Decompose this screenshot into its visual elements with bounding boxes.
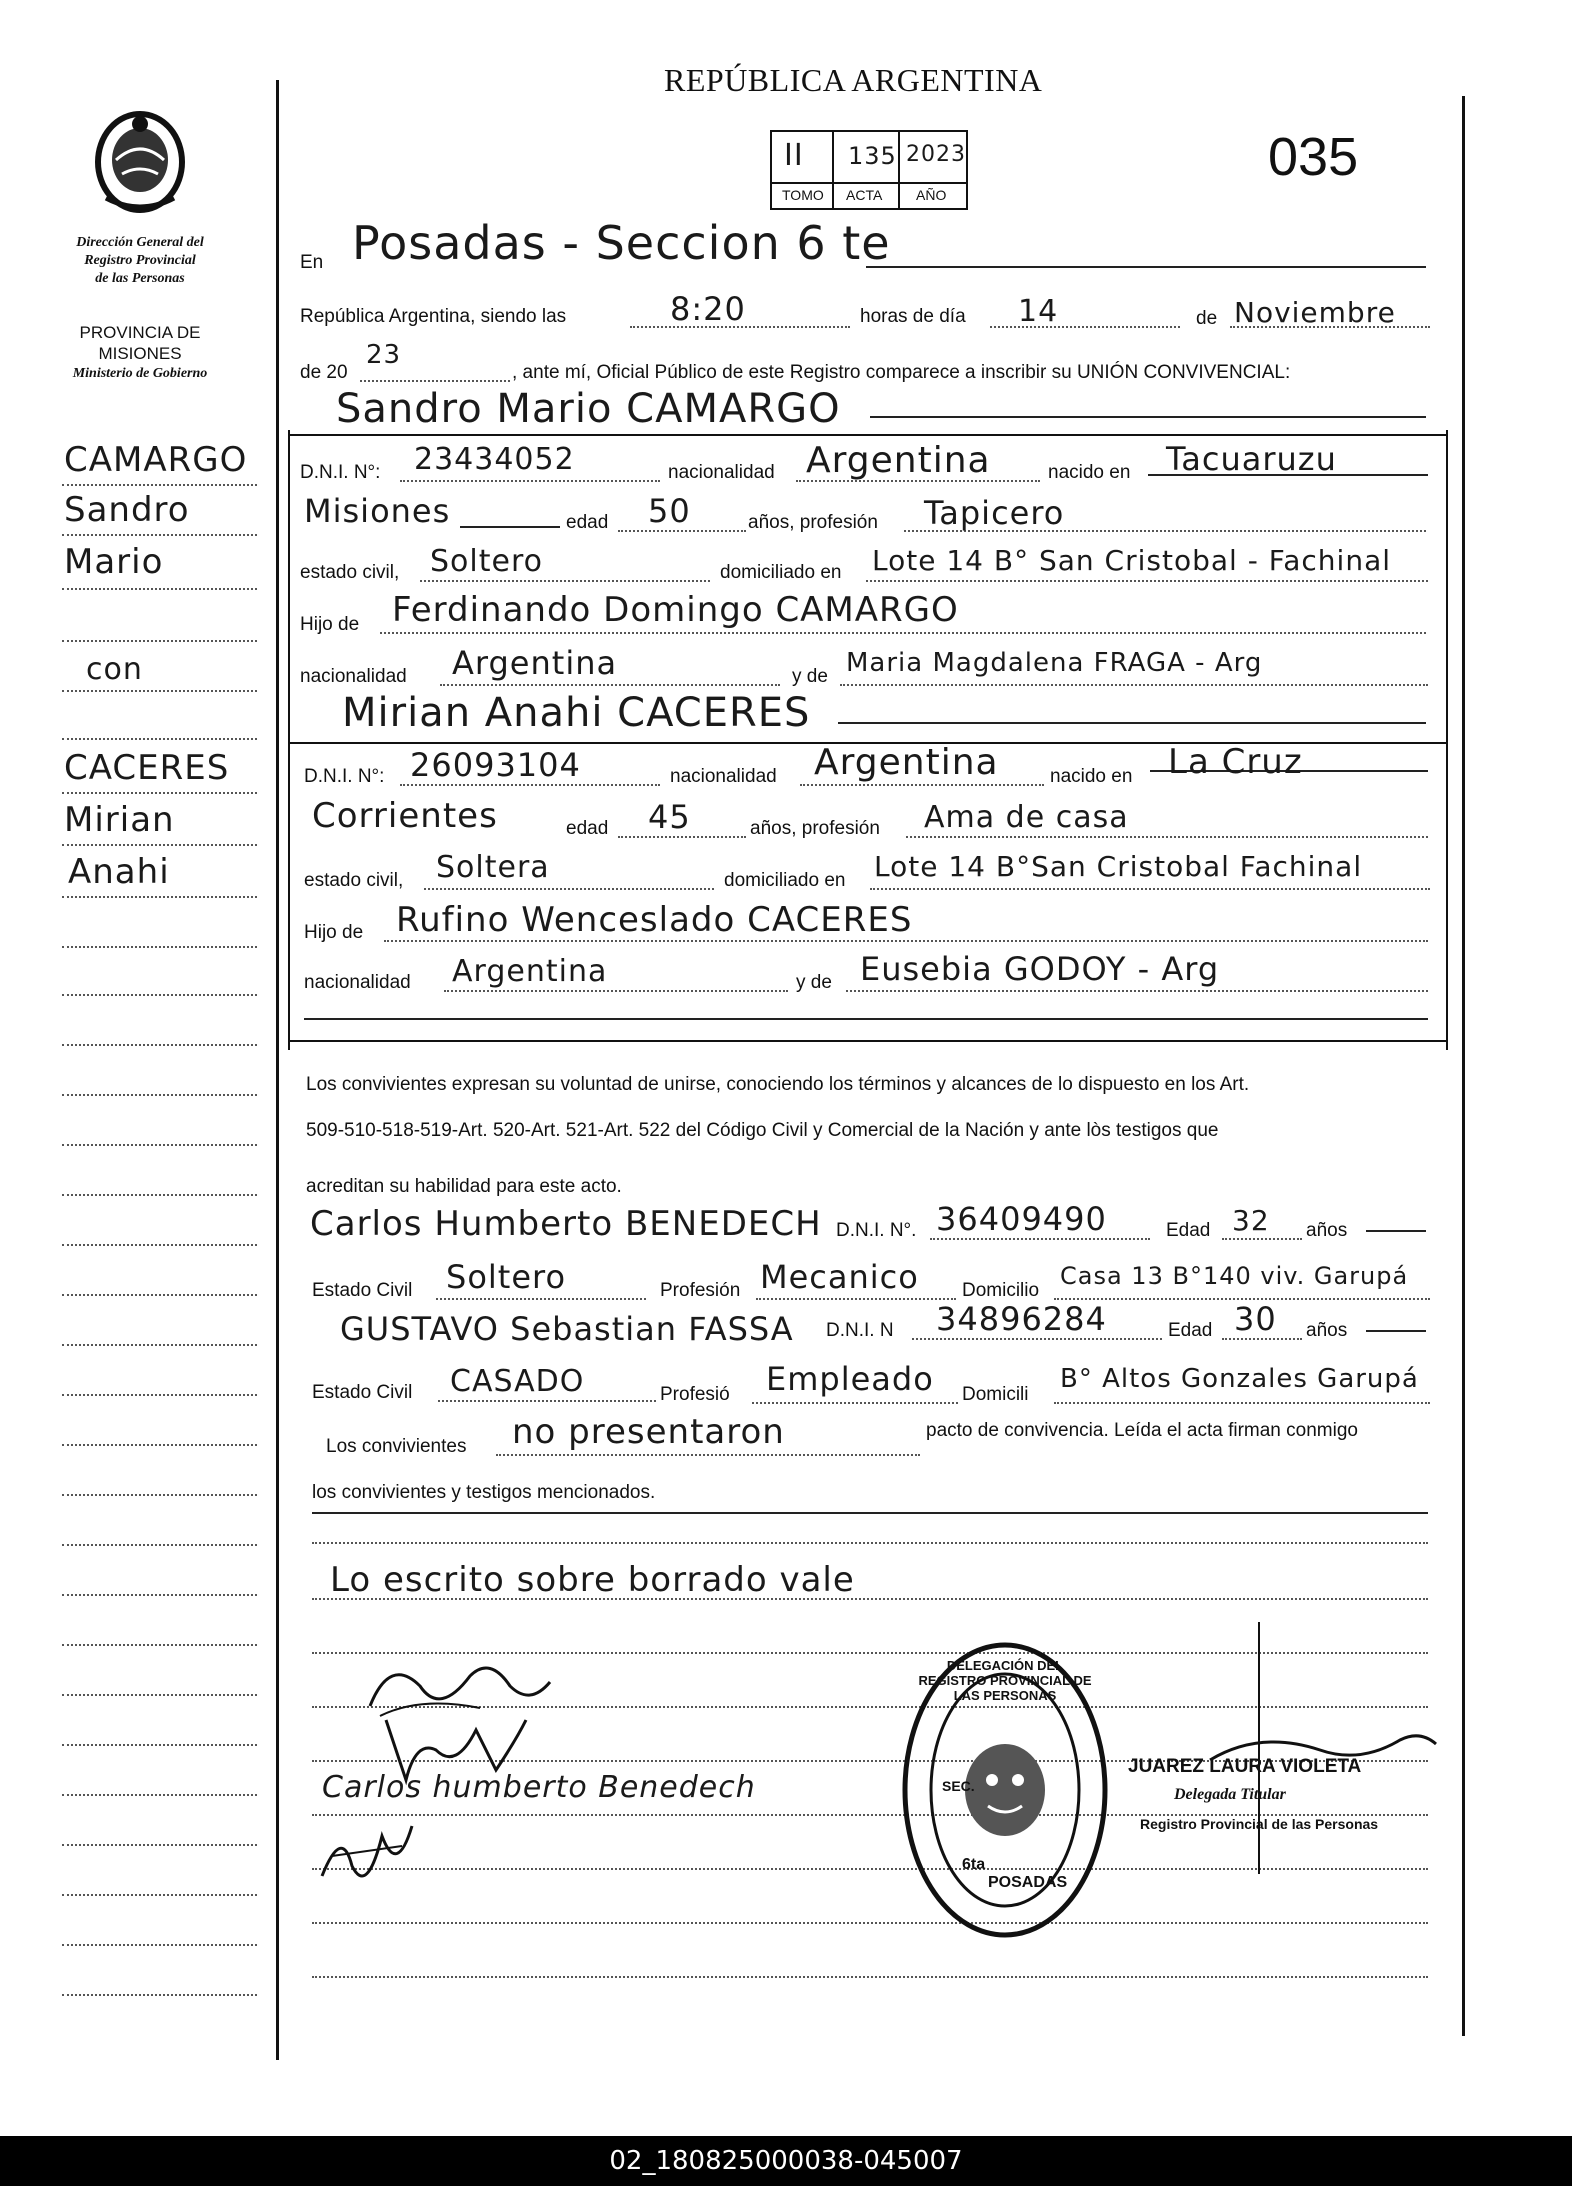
- witness2-domicilio-label: Domicili: [962, 1384, 1029, 1405]
- margin-rule: [62, 1844, 257, 1846]
- domicilio-field: Lote 14 B°San Cristobal Fachinal: [874, 850, 1363, 883]
- fill-line: [460, 526, 560, 528]
- edad-field: 45: [648, 798, 691, 836]
- margin-rule: [62, 588, 257, 590]
- margin-note: Sandro: [64, 490, 190, 530]
- fill-line: [400, 480, 660, 482]
- official-stamp: [900, 1640, 1110, 1940]
- lugar2-field: Misiones: [304, 492, 451, 530]
- fill-line: [870, 416, 1426, 418]
- margin-rule: [62, 1344, 257, 1346]
- fill-line: [870, 888, 1430, 890]
- fill-line: [436, 1298, 646, 1300]
- right-frame-line: [1462, 96, 1465, 2036]
- separator-3: [288, 1040, 1448, 1042]
- de-label: de: [1196, 308, 1218, 329]
- inner-left-line: [288, 430, 290, 1050]
- document-title: REPÚBLICA ARGENTINA: [664, 62, 1043, 98]
- pacto-field: no presentaron: [512, 1412, 785, 1452]
- fill-line: [846, 990, 1428, 992]
- lugar2-field: Corrientes: [312, 796, 498, 836]
- tomo-label: TOMO: [782, 187, 824, 203]
- dni-label: D.N.I. N°:: [300, 462, 381, 483]
- fill-line: [1366, 1230, 1426, 1232]
- fill-line: [384, 940, 1428, 942]
- witness2-domicilio: B° Altos Gonzales Garupá: [1060, 1364, 1419, 1394]
- clause-line-1: Los convivientes expresan su voluntad de unirse, conociendo los términos y alcances de lo dispuesto en los Art.: [306, 1074, 1250, 1095]
- yde-label: y de: [796, 972, 832, 993]
- witness-signature: Carlos humberto Benedech: [322, 1770, 756, 1805]
- margin-rule: [62, 1644, 257, 1646]
- dni-field: 23434052: [414, 442, 575, 477]
- margin-rule: [62, 792, 257, 794]
- horas-label: horas de día: [860, 306, 966, 327]
- padre-field: Rufino Wenceslado CACERES: [396, 900, 913, 940]
- place-field: Posadas - Seccion 6 te: [352, 216, 891, 270]
- nacionalidad2-label: nacionalidad: [300, 666, 407, 687]
- margin-rule: [62, 1594, 257, 1596]
- witness2-profesion-label: Profesió: [660, 1384, 730, 1405]
- margin-rule: [62, 994, 257, 996]
- fill-line: [312, 1922, 1428, 1924]
- province-name: PROVINCIA DE MISIONES: [79, 323, 201, 363]
- nacido-label: nacido en: [1050, 766, 1133, 787]
- fill-line: [1222, 1338, 1302, 1340]
- official-sign-stroke: [1258, 1622, 1260, 1874]
- agency-name: Dirección General del Registro Provincial de las Personas: [76, 235, 204, 286]
- clause-line-3: acreditan su habilidad para este acto.: [306, 1176, 622, 1197]
- nacido-field: La Cruz: [1168, 742, 1303, 782]
- witness2-estado-label: Estado Civil: [312, 1382, 413, 1403]
- margin-rule: [62, 1294, 257, 1296]
- madre-field: Maria Magdalena FRAGA - Arg: [846, 648, 1263, 678]
- fill-line: [866, 580, 1428, 582]
- ministry-name: Ministerio de Gobierno: [72, 366, 208, 381]
- tomo-acta-box: [770, 130, 968, 210]
- acta-value: 135: [848, 142, 897, 170]
- nacionalidad-field: Argentina: [806, 440, 991, 481]
- witness1-dni: 36409490: [936, 1200, 1107, 1238]
- margin-rule: [62, 1894, 257, 1896]
- acta-number: 035: [1268, 127, 1359, 187]
- day-field: 14: [1018, 294, 1059, 329]
- margin-rule: [62, 1394, 257, 1396]
- fill-line: [912, 1338, 1162, 1340]
- crest-logo: [86, 108, 194, 216]
- fill-line: [840, 684, 1428, 686]
- margin-rule: [62, 1744, 257, 1746]
- fill-line: [438, 1400, 656, 1402]
- stamp-sec: SEC.: [942, 1778, 975, 1794]
- nacionalidad2-label: nacionalidad: [304, 972, 411, 993]
- margin-rule: [62, 1544, 257, 1546]
- padre-field: Ferdinando Domingo CAMARGO: [392, 590, 959, 630]
- fill-line: [756, 1298, 956, 1300]
- margin-rule: [62, 1144, 257, 1146]
- fill-line: [400, 784, 660, 786]
- witness2-edad-label: Edad: [1168, 1320, 1213, 1341]
- margin-rule: [62, 1044, 257, 1046]
- anio-value: 2023: [906, 142, 966, 167]
- document-code: 02_180825000038-045007: [609, 2146, 963, 2176]
- official-office: Registro Provincial de las Personas: [1140, 1816, 1379, 1832]
- separator-1: [288, 434, 1448, 436]
- domicilio-label: domiciliado en: [720, 562, 842, 583]
- nacionalidad-label: nacionalidad: [670, 766, 777, 787]
- witness1-profesion: Mecanico: [760, 1258, 919, 1296]
- note-field: Lo escrito sobre borrado vale: [330, 1560, 855, 1600]
- witness2-dni: 34896284: [936, 1300, 1107, 1338]
- estado-field: Soltera: [436, 850, 550, 885]
- footer-bar: [0, 2136, 1572, 2186]
- edad-field: 50: [648, 492, 691, 530]
- fill-line: [838, 722, 1426, 724]
- witness1-edad: 32: [1232, 1204, 1270, 1237]
- estado-label: estado civil,: [304, 870, 404, 891]
- witness1-edad-label: Edad: [1166, 1220, 1211, 1241]
- nacionalidad-label: nacionalidad: [668, 462, 775, 483]
- padre-nacionalidad-field: Argentina: [452, 644, 618, 682]
- hour-field: 8:20: [670, 290, 746, 328]
- madre-field: Eusebia GODOY - Arg: [860, 950, 1220, 988]
- margin-rule: [62, 1194, 257, 1196]
- acta-label: ACTA: [846, 187, 883, 203]
- official-role: Delegada Titular: [1174, 1786, 1286, 1803]
- closing-b: pacto de convivencia. Leída el acta firman conmigo: [926, 1420, 1358, 1441]
- fill-line: [312, 1598, 1428, 1600]
- de20-label: de 20: [300, 362, 348, 383]
- fill-line: [1054, 1402, 1430, 1404]
- margin-rule: [62, 896, 257, 898]
- nacido-field: Tacuaruzu: [1166, 440, 1337, 478]
- margin-rule: [62, 1444, 257, 1446]
- fill-line: [312, 1542, 1428, 1544]
- fill-line: [618, 836, 746, 838]
- fill-line: [360, 380, 510, 382]
- margin-rule: [62, 844, 257, 846]
- witness1-domicilio-label: Domicilio: [962, 1280, 1040, 1301]
- fill-line: [866, 266, 1426, 268]
- witness2-edad: 30: [1234, 1300, 1277, 1338]
- profesion-field: Tapicero: [924, 494, 1065, 532]
- fill-line: [1222, 1238, 1302, 1240]
- month-field: Noviembre: [1234, 296, 1396, 329]
- stamp-num: 6ta: [962, 1856, 986, 1873]
- margin-note: CACERES: [64, 748, 230, 788]
- witness2-name: GUSTAVO Sebastian FASSA: [340, 1310, 794, 1348]
- margin-note: Mirian: [64, 800, 175, 840]
- margin-rule: [62, 484, 257, 486]
- clause-line-2: 509-510-518-519-Art. 520-Art. 521-Art. 522 del Código Civil y Comercial de la Nación y ante lòs testigos que: [306, 1120, 1219, 1141]
- dni-field: 26093104: [410, 746, 581, 784]
- witness1-estado-label: Estado Civil: [312, 1280, 413, 1301]
- fill-line: [440, 684, 780, 686]
- closing-c: los convivientes y testigos mencionados.: [312, 1482, 656, 1503]
- margin-note: con: [86, 652, 143, 687]
- margin-rule: [62, 690, 257, 692]
- stamp-posadas: POSADAS: [988, 1874, 1068, 1891]
- margin-note: CAMARGO: [64, 440, 248, 480]
- fill-line: [1366, 1330, 1426, 1332]
- margin-rule: [62, 1094, 257, 1096]
- closing-a: Los convivientes: [326, 1436, 467, 1457]
- margin-rule: [62, 1794, 257, 1796]
- edad-label: edad: [566, 512, 609, 533]
- official-signature: [1200, 1720, 1440, 1790]
- year-field: 23: [366, 340, 402, 370]
- yde-label: y de: [792, 666, 828, 687]
- tomo-value: II: [784, 138, 804, 173]
- margin-rule: [62, 1944, 257, 1946]
- fill-line: [930, 1238, 1150, 1240]
- comparece-text: , ante mí, Oficial Público de este Registro comparece a inscribir su UNIÓN CONVIVENCIAL:: [512, 362, 1291, 383]
- witness1-domicilio: Casa 13 B°140 viv. Garupá: [1060, 1262, 1409, 1290]
- anio-label: AÑO: [916, 187, 947, 203]
- fill-line: [800, 784, 1044, 786]
- inner-right-line: [1446, 430, 1448, 1050]
- witness1-profesion-label: Profesión: [660, 1280, 741, 1301]
- profesion-field: Ama de casa: [924, 800, 1129, 835]
- witness2-estado: CASADO: [450, 1364, 585, 1399]
- witness1-dni-label: D.N.I. N°.: [836, 1220, 917, 1241]
- fill-line: [420, 580, 710, 582]
- person1-name: Sandro Mario CAMARGO: [336, 386, 841, 432]
- estado-label: estado civil,: [300, 562, 400, 583]
- witness2-profesion: Empleado: [766, 1360, 934, 1398]
- fill-line: [906, 836, 1428, 838]
- margin-rule: [62, 534, 257, 536]
- witness2-anios: años: [1306, 1320, 1348, 1341]
- witness1-estado: Soltero: [446, 1258, 567, 1296]
- signature-4: [312, 1816, 422, 1896]
- person2-name: Mirian Anahi CACERES: [342, 690, 811, 736]
- margin-rule: [62, 738, 257, 740]
- witness1-name: Carlos Humberto BENEDECH: [310, 1204, 822, 1244]
- fill-line: [424, 888, 714, 890]
- domicilio-field: Lote 14 B° San Cristobal - Fachinal: [872, 544, 1392, 577]
- dni-label: D.N.I. N°:: [304, 766, 385, 787]
- hijo-label: Hijo de: [304, 922, 364, 943]
- en-label: En: [300, 252, 324, 273]
- fill-line: [312, 1976, 1428, 1978]
- margin-note: Mario: [64, 542, 164, 582]
- margin-rule: [62, 946, 257, 948]
- anios-profesion-label: años, profesión: [750, 818, 880, 839]
- fill-line: [444, 990, 788, 992]
- estado-field: Soltero: [430, 544, 543, 579]
- fill-line: [304, 1018, 1428, 1020]
- margin-rule: [62, 1994, 257, 1996]
- nacionalidad-field: Argentina: [814, 742, 999, 783]
- anios-profesion-label: años, profesión: [748, 512, 878, 533]
- witness2-dni-label: D.N.I. N: [826, 1320, 894, 1341]
- witness1-anios: años: [1306, 1220, 1348, 1241]
- fill-line: [312, 1512, 1428, 1514]
- margin-rule: [62, 640, 257, 642]
- margin-note: Anahi: [68, 852, 170, 892]
- edad-label: edad: [566, 818, 609, 839]
- siendo-label: República Argentina, siendo las: [300, 306, 567, 327]
- fill-line: [312, 1868, 1428, 1870]
- domicilio-label: domiciliado en: [724, 870, 846, 891]
- fill-line: [380, 632, 1426, 634]
- fill-line: [618, 530, 746, 532]
- padre-nacionalidad-field: Argentina: [452, 954, 608, 989]
- fill-line: [496, 1454, 920, 1456]
- margin-rule: [62, 1244, 257, 1246]
- fill-line: [752, 1402, 958, 1404]
- margin-rule: [62, 1694, 257, 1696]
- margin-rule: [62, 1494, 257, 1496]
- hijo-label: Hijo de: [300, 614, 360, 635]
- official-name: JUAREZ LAURA VIOLETA: [1128, 1756, 1362, 1777]
- left-frame-line: [276, 80, 279, 2060]
- stamp-ring-text: DELEGACIÓN DEL REGISTRO PROVINCIAL DE LAS PERSONAS: [918, 1658, 1092, 1703]
- nacido-label: nacido en: [1048, 462, 1131, 483]
